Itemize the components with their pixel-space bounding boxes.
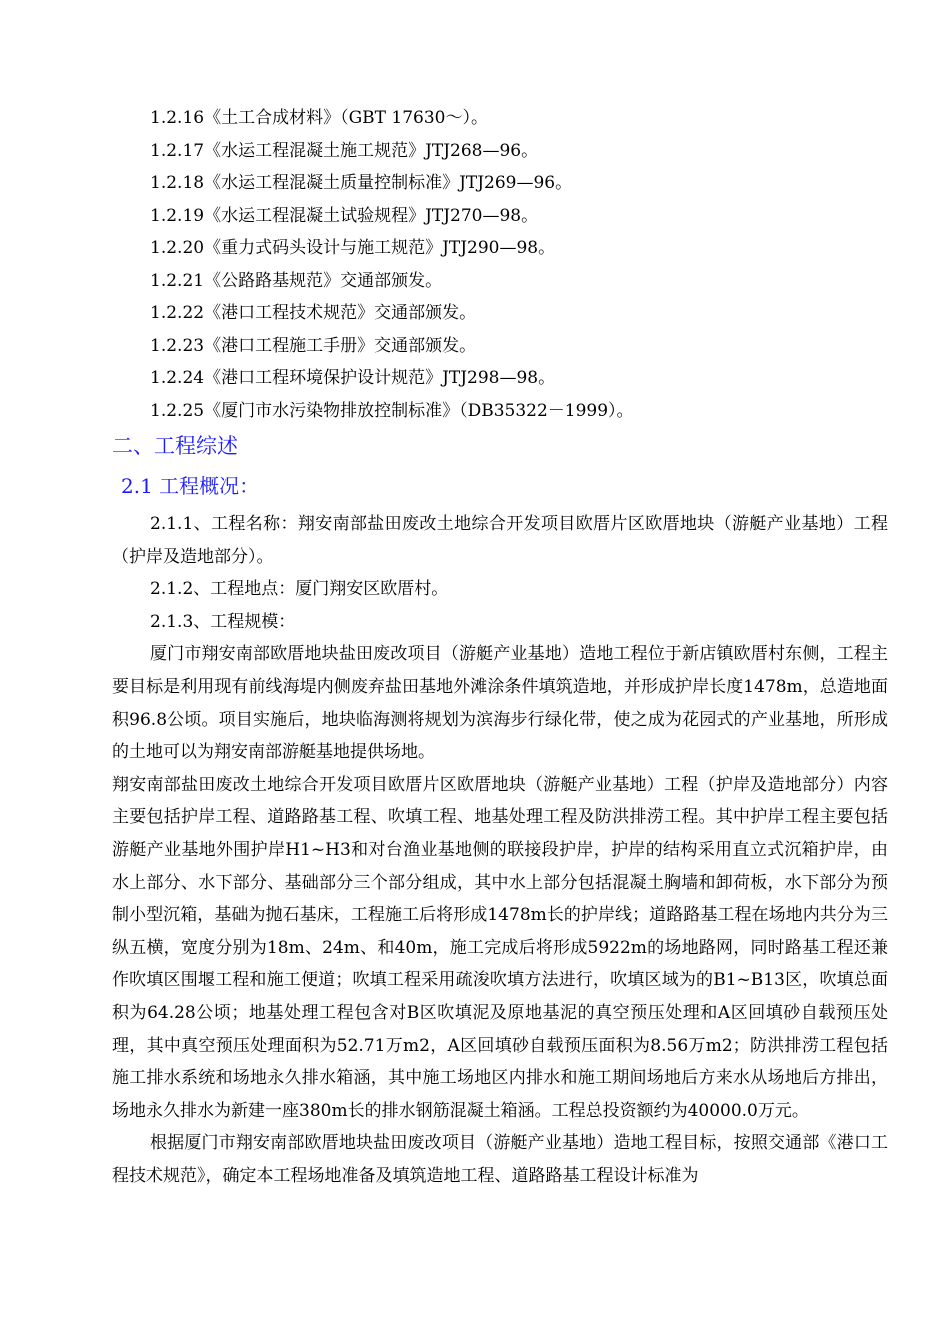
- project-content-paragraph: 翔安南部盐田废改土地综合开发项目欧厝片区欧厝地块（游艇产业基地）工程（护岸及造地部分）内容主要包括护岸工程、道路路基工程、吹填工程、地基处理工程及防洪排涝工程。其中护岸工程主要包括游艇产业基地外围护岸H1~H3和对台渔业基地侧的联接段护岸，护岸的结构采用直立式沉箱护岸，由水上部分、水下部分、基础部分三个部分组成，其中水上部分包括混凝土胸墙和卸荷板，水下部分为预制小型沉箱，基础为抛石基床，工程施工后将形成1478m长的护岸线；道路路基工程在场地内共分为三纵五横，宽度分别为18m、24m、和40m，施工完成后将形成5922m的场地路网，同时路基工程还兼作吹填区围堰工程和施工便道；吹填工程采用疏浚吹填方法进行，吹填区域为的B1~B13区，吹填总面积为64.28公顷；地基处理工程包含对B区吹填泥及原地基泥的真空预压处理和A区回填砂自载预压处理，其中真空预压处理面积为52.71万m2，A区回填砂自载预压面积为8.56万m2；防洪排涝工程包括施工排水系统和场地永久排水箱涵，其中施工场地区内排水和施工期间场地后方来水从场地后方排出，场地永久排水为新建一座380m长的排水钢筋混凝土箱涵。工程总投资额约为40000.0万元。: [112, 774, 888, 1121]
- project-scale-heading: 2.1.3、工程规模：: [150, 611, 296, 632]
- reference-item: 1.2.18《水运工程混凝土质量控制标准》JTJ269—96。: [150, 173, 573, 193]
- reference-item: 1.2.22《港口工程技术规范》交通部颁发。: [150, 303, 477, 323]
- project-name-paragraph: 2.1.1、工程名称：翔安南部盐田废改土地综合开发项目欧厝片区欧厝地块（游艇产业基地）工程（护岸及造地部分）。: [112, 514, 888, 567]
- body-text: [112, 508, 888, 1192]
- reference-item: 1.2.19《水运工程混凝土试验规程》JTJ270—98。: [150, 205, 539, 226]
- project-overview-paragraph: 厦门市翔安南部欧厝地块盐田废改项目（游艇产业基地）造地工程位于新店镇欧厝村东侧，工程主要目标是利用现有前线海堤内侧废弃盐田基地外滩涂条件填筑造地，并形成护岸长度1478m，总造地面积96.8公顷。项目实施后，地块临海测将规划为滨海步行绿化带，使之成为花园式的产业基地，所形成的土地可以为翔安南部游艇基地提供场地。: [112, 644, 888, 763]
- reference-item: 1.2.23《港口工程施工手册》交通部颁发。: [150, 335, 477, 356]
- reference-item: 1.2.17《水运工程混凝土施工规范》JTJ268—96。: [150, 140, 539, 161]
- design-standard-paragraph: 根据厦门市翔安南部欧厝地块盐田废改项目（游艇产业基地）造地工程目标，按照交通部《港口工程技术规范》，确定本工程场地准备及填筑造地工程、道路路基工程设计标准为: [112, 1133, 888, 1186]
- reference-item: 1.2.16《土工合成材料》（GBT 17630～）。: [150, 108, 488, 128]
- reference-item: 1.2.25《厦门市水污染物排放控制标准》（DB35322－1999）。: [150, 400, 634, 421]
- subsection-heading: 2.1 工程概况：: [121, 474, 260, 498]
- reference-item: 1.2.24《港口工程环境保护设计规范》JTJ298—98。: [150, 368, 556, 388]
- reference-item: 1.2.21《公路路基规范》交通部颁发。: [150, 270, 443, 291]
- project-location-paragraph: 2.1.2、工程地点：厦门翔安区欧厝村。: [150, 579, 449, 600]
- reference-list: [150, 102, 890, 427]
- reference-item: 1.2.20《重力式码头设计与施工规范》JTJ290—98。: [150, 238, 556, 258]
- section-heading: 二、工程综述: [112, 434, 238, 458]
